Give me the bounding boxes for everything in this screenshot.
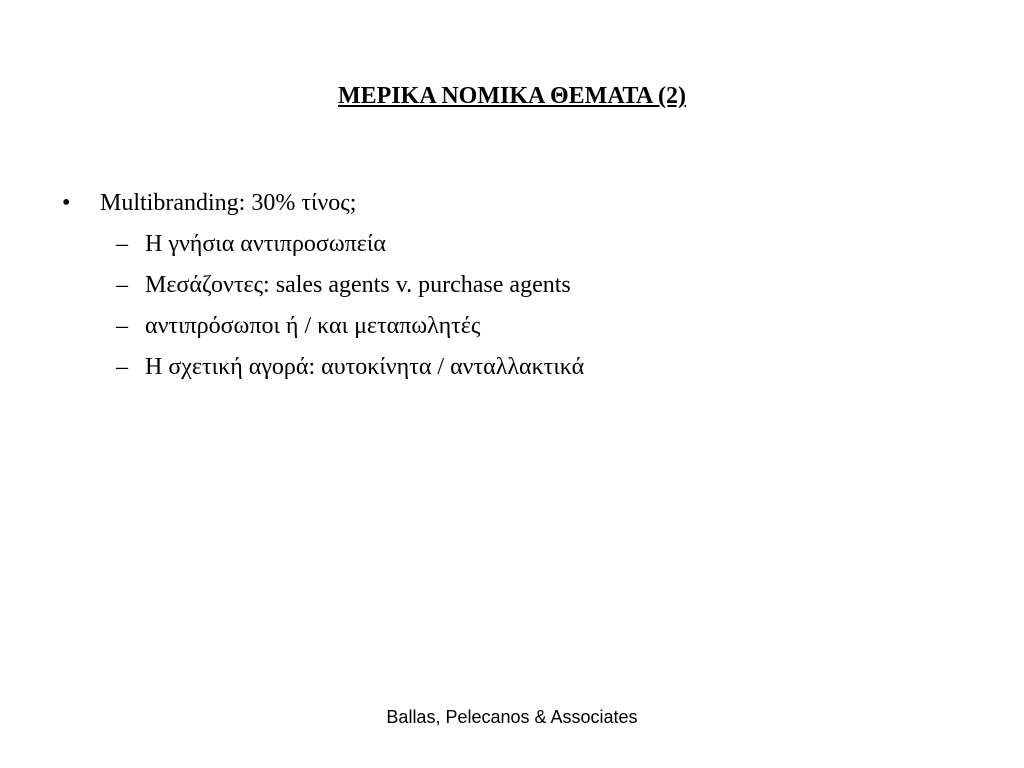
- sub-item: [60, 350, 960, 391]
- slide-content: [60, 186, 960, 391]
- dash-marker: –: [116, 354, 128, 380]
- sub-item: [60, 227, 960, 268]
- slide-title: [0, 80, 1024, 112]
- sub-list: [60, 227, 960, 391]
- bullet-marker: •: [62, 190, 71, 216]
- bullet-item: [60, 186, 960, 220]
- slide-footer: [0, 704, 1024, 730]
- sub-item: [60, 268, 960, 309]
- sub-item-text: αντιπρόσωποι ή / και μεταπωλητές: [145, 313, 481, 339]
- slide-title-text: ΜΕΡΙΚΑ ΝΟΜΙΚΑ ΘΕΜΑΤΑ (2): [338, 83, 686, 109]
- dash-marker: –: [116, 313, 128, 339]
- footer-text: Ballas, Pelecanos & Associates: [386, 707, 638, 727]
- sub-item: [60, 309, 960, 350]
- bullet-text: Multibranding: 30% τίνος;: [100, 190, 357, 216]
- dash-marker: –: [116, 231, 128, 257]
- dash-marker: –: [116, 272, 128, 298]
- sub-item-text: Μεσάζοντες: sales agents v. purchase agents: [145, 272, 571, 298]
- sub-item-text: Η γνήσια αντιπροσωπεία: [145, 231, 386, 257]
- sub-item-text: Η σχετική αγορά: αυτοκίνητα / ανταλλακτικά: [145, 354, 585, 380]
